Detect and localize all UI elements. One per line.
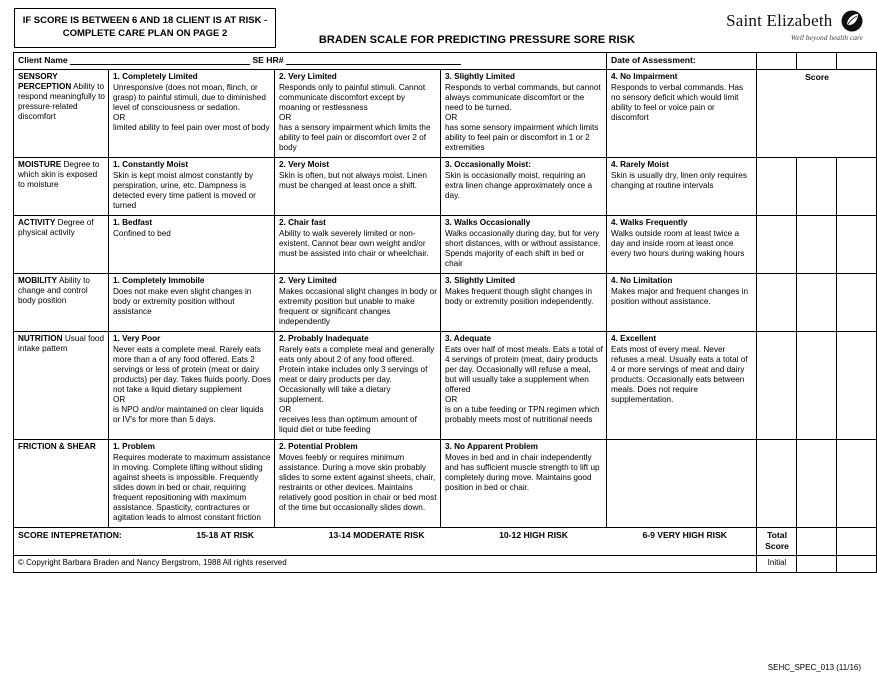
level-title: 1. Very Poor [113,334,161,344]
score-header-cell [757,70,877,158]
assessment-date-cell[interactable] [607,53,757,70]
level-body: Skin is occasionally moist, requiring an extra linen change approximately once a day. [445,171,593,201]
copyright-row [14,556,877,573]
level-body: Rarely eats a complete meal and generally eats only about 2 of any food offered. Protein intake includes only 3 servings of meat or dairy products per day. Occasionally will take a dietary supplement. OR receives less than optimum amount of liquid diet or tube feeding [279,345,435,435]
category-activity [14,216,109,274]
level-body: Requires moderate to maximum assistance in moving. Complete lifting without sliding against sheets is impossible. Frequently slides down in bed or chair, requiring frequent repositioning with maximum assistance. Spasticity, contractures or agitation leads to almost constant friction [113,453,271,523]
level-title: 4. Walks Frequently [611,218,688,228]
score-box[interactable] [837,440,877,528]
brand-name: Saint Elizabeth [726,11,833,30]
score-box[interactable] [837,332,877,440]
level-title: 4. No Impairment [611,72,678,82]
assessment-date-label: Date of Assessment: [611,55,696,65]
level-cell-1[interactable] [109,216,275,274]
copyright-text: © Copyright Barbara Braden and Nancy Bergstrom, 1988 All rights reserved [14,556,757,573]
category-desc: Ability to respond meaningfully to pressure-related discomfort [18,82,105,122]
category-desc: Usual food intake pattern [18,334,105,354]
level-title: 1. Bedfast [113,218,153,228]
category-title: FRICTION & SHEAR [18,442,96,452]
category-desc: Ability to change and control body position [18,276,90,306]
score-box[interactable] [797,158,837,216]
level-cell-3[interactable] [441,70,607,158]
level-cell-3[interactable] [441,332,607,440]
leaf-icon [841,10,863,32]
table-row [14,440,877,528]
score-box[interactable] [757,274,797,332]
interpretation-cell [14,528,757,556]
level-body: Walks outside room at least twice a day and inside room at least once every two hours during waking hours [611,229,745,259]
category-mobility [14,274,109,332]
level-title: 2. Chair fast [279,218,326,228]
level-title: 3. No Apparent Problem [445,442,538,452]
se-hr-input[interactable] [286,55,461,65]
level-body: Makes major and frequent changes in position without assistance. [611,287,749,307]
score-box[interactable] [797,274,837,332]
level-cell-4-empty [607,440,757,528]
level-title: 1. Completely Limited [113,72,198,82]
level-body: Never eats a complete meal. Rarely eats more than a of any food offered. Eats 2 servings or less of protein (meat or dairy products) per day. Takes fluids poorly. Does not take a liquid dietary supplement OR is NPO and/or maintained on clear liquids or IV's for more than 5 days. [113,345,271,425]
se-hr-label: SE HR# [252,55,284,65]
score-box[interactable] [797,216,837,274]
document-code: SEHC_SPEC_013 (11/16) [767,663,861,672]
level-cell-4[interactable] [607,332,757,440]
level-body: Moves in bed and in chair independently and has sufficient muscle strength to lift up completely during move. Maintains good position in bed or chair. [445,453,600,493]
level-title: 2. Very Moist [279,160,330,170]
level-cell-1[interactable] [109,158,275,216]
category-nutrition [14,332,109,440]
category-friction-shear [14,440,109,528]
score-label: Score [805,72,829,83]
score-box[interactable] [837,216,877,274]
score-interpretation-row [14,528,877,556]
page-title: BRADEN SCALE FOR PREDICTING PRESSURE SORE RISK [318,34,636,46]
category-sensory-perception [14,70,109,158]
level-title: 3. Slightly Limited [445,276,516,286]
level-cell-2[interactable] [275,70,441,158]
braden-scale-table [13,52,877,573]
table-row [14,216,877,274]
level-cell-3[interactable] [441,158,607,216]
score-box[interactable] [797,440,837,528]
level-body: Walks occasionally during day, but for very short distances, with or without assistance. Spends majority of each shift in bed or chair [445,229,601,269]
table-row [14,70,877,158]
initial-box[interactable] [837,556,877,573]
band-high-risk: 10-12 HIGH RISK [499,530,568,541]
score-box[interactable] [797,332,837,440]
level-cell-1[interactable] [109,70,275,158]
level-body: Ability to walk severely limited or non-existent. Cannot bear own weight and/or must be assisted into chair or wheelchair. [279,229,429,259]
score-box[interactable] [757,158,797,216]
band-at-risk: 15-18 AT RISK [196,530,255,541]
level-title: 3. Walks Occasionally [445,218,531,228]
level-body: Makes occasional slight changes in body or extremity position but unable to make frequent or significant changes independently [279,287,437,327]
level-title: 3. Adequate [445,334,492,344]
level-body: Skin is kept moist almost constantly by perspiration, urine, etc. Dampness is detected every time patient is moved or turned [113,171,256,211]
initial-label: Initial [757,556,797,573]
level-body: Responds to verbal commands. Has no sensory deficit which would limit ability to feel or voice pain or discomfort [611,83,743,123]
score-box[interactable] [837,158,877,216]
date-col-2[interactable] [797,53,837,70]
category-title: MOBILITY [18,276,58,286]
total-score-box[interactable] [837,528,877,556]
level-title: 1. Constantly Moist [113,160,189,170]
level-body: Does not make even slight changes in body or extremity position without assistance [113,287,252,317]
date-col-1[interactable] [757,53,797,70]
level-body: Eats most of every meal. Never refuses a meal. Usually eats a total of 4 or more servings of meat and dairy products. Occasionally eats between meals. Does not require supplementation. [611,345,748,405]
level-cell-4[interactable] [607,274,757,332]
header-title-area [276,8,678,46]
client-name-label: Client Name [18,55,68,65]
level-cell-2[interactable] [275,332,441,440]
level-title: 2. Very Limited [279,72,337,82]
score-box[interactable] [757,440,797,528]
level-title: 4. Rarely Moist [611,160,669,170]
level-cell-1[interactable] [109,332,275,440]
level-title: 3. Occasionally Moist: [445,160,531,170]
risk-note-box: IF SCORE IS BETWEEN 6 AND 18 CLIENT IS AT RISK - COMPLETE CARE PLAN ON PAGE 2 [14,8,276,48]
level-cell-3[interactable] [441,274,607,332]
level-body: Makes frequent though slight changes in body or extremity position independently. [445,287,594,307]
table-row [14,332,877,440]
category-moisture [14,158,109,216]
score-box[interactable] [837,274,877,332]
level-body: Responds only to painful stimuli. Cannot communicate discomfort except by moaning or restlessness OR has a sensory impairment which limits the ability to feel pain or discomfort over 2 of body [279,83,431,153]
client-info-row [14,53,877,70]
brand-logo [678,8,863,42]
level-cell-4[interactable] [607,216,757,274]
table-row [14,158,877,216]
page-header [0,0,877,52]
level-body: Skin is usually dry, linen only requires changing at routine intervals [611,171,747,191]
category-title: SENSORY PERCEPTION [18,72,72,92]
level-body: Skin is often, but not always moist. Linen must be changed at least once a shift. [279,171,427,191]
level-body: Unresponsive (does not moan, flinch, or grasp) to painful stimuli, due to diminished level of consciousness or sedation. OR limited ability to feel pain over most of body [113,83,270,133]
interpretation-label: SCORE INTEPRETATION: [18,530,122,541]
level-cell-2[interactable] [275,158,441,216]
level-cell-2[interactable] [275,274,441,332]
table-row [14,274,877,332]
level-body: Eats over half of most meals. Eats a total of 4 servings of protein (meat, dairy products per day. Occasionally will refuse a meal, but will usually take a supplement when offered OR is on a tube feeding or TPN regimen which probably meets most of nutritional needs [445,345,603,425]
client-name-cell[interactable] [14,53,607,70]
total-score-label: Total Score [757,528,797,556]
level-cell-4[interactable] [607,158,757,216]
level-cell-2[interactable] [275,440,441,528]
score-box[interactable] [757,216,797,274]
level-cell-3[interactable] [441,216,607,274]
level-title: 3. Slightly Limited [445,72,516,82]
band-very-high-risk: 6-9 VERY HIGH RISK [642,530,728,541]
level-body: Confined to bed [113,229,171,239]
level-title: 1. Completely Immobile [113,276,205,286]
brand-tagline: Well beyond health care [790,33,863,42]
level-body: Responds to verbal commands, but cannot always communicate discomfort or the need to be turned. OR has some sensory impairment which limits ability to feel pain or discomfort in 1 or 2 extremities [445,83,601,153]
level-title: 1. Problem [113,442,155,452]
initial-box[interactable] [797,556,837,573]
category-desc: Degree to which skin is exposed to moisture [18,160,100,190]
band-moderate-risk: 13-14 MODERATE RISK [328,530,425,541]
level-title: 2. Probably Inadequate [279,334,369,344]
category-title: ACTIVITY [18,218,56,228]
level-body: Moves feebly or requires minimum assistance. During a move skin probably slides to some extent against sheets, chair, restraints or other devices. Maintains relatively good position in chair or bed most of the time but occasionally slides down. [279,453,437,513]
client-name-input[interactable] [70,55,250,65]
level-cell-1[interactable] [109,440,275,528]
level-cell-2[interactable] [275,216,441,274]
date-col-3[interactable] [837,53,877,70]
level-cell-3[interactable] [441,440,607,528]
total-score-box[interactable] [797,528,837,556]
level-cell-1[interactable] [109,274,275,332]
level-title: 2. Very Limited [279,276,337,286]
category-desc: Degree of physical activity [18,218,94,238]
category-title: NUTRITION [18,334,63,344]
level-cell-4[interactable] [607,70,757,158]
score-box[interactable] [757,332,797,440]
category-title: MOISTURE [18,160,62,170]
level-title: 4. Excellent [611,334,657,344]
level-title: 2. Potential Problem [279,442,358,452]
level-title: 4. No Limitation [611,276,673,286]
